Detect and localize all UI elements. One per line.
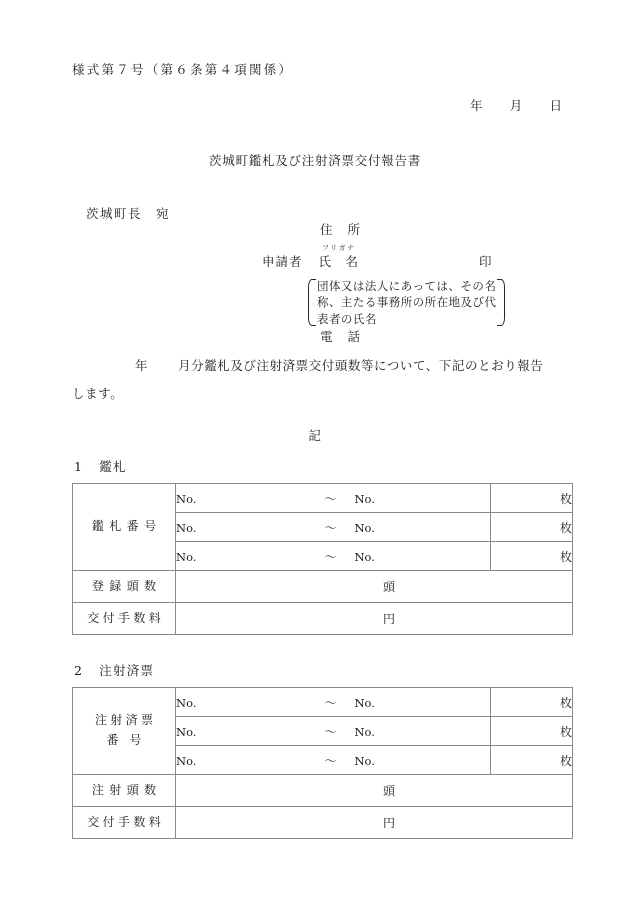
table-row (73, 484, 573, 513)
no-from-3: No. (176, 753, 197, 768)
chushazumihyo-range-cell-3[interactable] (176, 746, 491, 775)
chushazumihyo-number-label (73, 688, 176, 775)
fee-label-2 (73, 807, 176, 839)
addressee-name: 茨城町長 (86, 206, 143, 221)
chushazumihyo-number-label-line-2: 番号 (106, 733, 153, 747)
tilde-3: ～ (324, 549, 337, 564)
tilde-1: ～ (324, 695, 337, 710)
tilde-2: ～ (324, 520, 337, 535)
addressee-suffix: 宛 (156, 206, 170, 221)
table-row (73, 603, 573, 635)
applicant-row (262, 244, 493, 269)
fee-value-2[interactable] (176, 807, 573, 839)
body-line-2: します。 (72, 386, 124, 401)
kansatsu-number-label (73, 484, 176, 571)
injection-count-value[interactable] (176, 775, 573, 807)
tilde-2: ～ (324, 724, 337, 739)
kansatsu-table (72, 483, 573, 635)
fee-unit-1: 円 (382, 612, 395, 626)
registered-count-label (73, 571, 176, 603)
table-row (73, 571, 573, 603)
table-row (73, 775, 573, 807)
chushazumihyo-range-cell-1[interactable] (176, 688, 491, 717)
kansatsu-range-cell-3[interactable] (176, 542, 491, 571)
registered-count-label-text: 登録頭数 (91, 578, 162, 593)
corporation-note-text (316, 278, 497, 327)
tilde-3: ～ (324, 753, 337, 768)
chushazumihyo-unit-3: 枚 (491, 746, 573, 775)
date-year-label: 年 (470, 98, 484, 113)
section-title-2: 注射済票 (99, 663, 155, 678)
corporation-note-line-3: 表者の氏名 (317, 311, 377, 326)
bracket-left-icon (308, 278, 316, 327)
name-with-ruby (318, 244, 360, 269)
no-from-1: No. (176, 491, 197, 506)
fee-label-1 (73, 603, 176, 635)
fee-label-1-text: 交付手数料 (87, 610, 165, 625)
furigana-ruby: フリガナ (321, 244, 356, 252)
no-to-2: No. (354, 520, 375, 535)
page-title: 茨城町鑑札及び注射済票交付報告書 (208, 153, 421, 168)
section-title-1: 鑑札 (99, 459, 127, 474)
no-from-3: No. (176, 549, 197, 564)
addressee (86, 208, 170, 221)
section-heading-2 (74, 665, 154, 678)
no-to-1: No. (354, 695, 375, 710)
registered-count-value[interactable] (176, 571, 573, 603)
injection-count-unit: 頭 (382, 784, 395, 798)
injection-count-label (73, 775, 176, 807)
kansatsu-unit-3: 枚 (491, 542, 573, 571)
chushazumihyo-range-cell-2[interactable] (176, 717, 491, 746)
date-day-label: 日 (549, 98, 564, 113)
body-line-1-text: 月分鑑札及び注射済票交付頭数等について、下記のとおり報告 (178, 358, 544, 373)
phone-label: 電 話 (320, 329, 362, 344)
no-to-3: No. (354, 549, 375, 564)
tilde-1: ～ (324, 491, 337, 506)
ki-label: 記 (308, 428, 322, 443)
no-from-1: No. (176, 695, 197, 710)
fee-unit-2: 円 (382, 816, 395, 830)
table-row (73, 688, 573, 717)
address-label: 住 所 (320, 222, 362, 237)
fee-label-2-text: 交付手数料 (87, 814, 165, 829)
injection-count-label-text: 注射頭数 (91, 782, 162, 797)
chushazumihyo-table (72, 687, 573, 839)
corporation-note (308, 278, 505, 327)
section-number-1: 1 (74, 459, 84, 474)
table-row (73, 807, 573, 839)
kansatsu-unit-1: 枚 (491, 484, 573, 513)
form-number: 様式第７号（第６条第４項関係） (72, 62, 294, 77)
section-heading-1 (74, 461, 127, 474)
chushazumihyo-number-label-line-1: 注射済票 (94, 713, 157, 728)
corporation-note-line-1: 団体又は法人にあっては、その名 (317, 279, 497, 293)
name-label: 氏 名 (318, 254, 360, 269)
kansatsu-range-cell-1[interactable] (176, 484, 491, 513)
kansatsu-number-label-text: 鑑札番号 (91, 519, 162, 534)
no-from-2: No. (176, 724, 197, 739)
corporation-note-line-2: 称、主たる事務所の所在地及び代 (317, 295, 497, 310)
no-to-2: No. (354, 724, 375, 739)
applicant-label: 申請者 (262, 254, 303, 269)
section-number-2: 2 (74, 663, 84, 678)
no-to-1: No. (354, 491, 375, 506)
date-line (470, 100, 563, 113)
body-line-1 (135, 360, 543, 373)
bracket-right-icon (497, 278, 505, 327)
kansatsu-unit-2: 枚 (491, 513, 573, 542)
body-year-label: 年 (135, 358, 149, 373)
chushazumihyo-unit-1: 枚 (491, 688, 573, 717)
date-month-label: 月 (509, 98, 524, 113)
kansatsu-range-cell-2[interactable] (176, 513, 491, 542)
no-to-3: No. (354, 753, 375, 768)
seal-mark: 印 (479, 254, 493, 269)
no-from-2: No. (176, 520, 197, 535)
fee-value-1[interactable] (176, 603, 573, 635)
registered-count-unit: 頭 (382, 580, 395, 594)
chushazumihyo-unit-2: 枚 (491, 717, 573, 746)
